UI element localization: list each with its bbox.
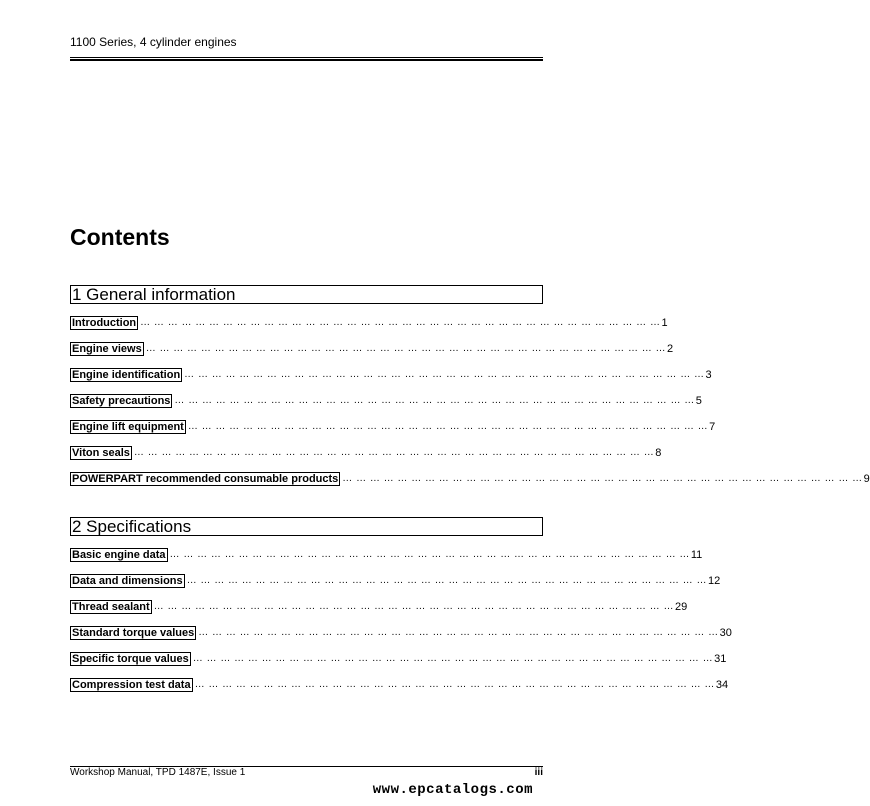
toc-entry-viton-seals[interactable] (70, 440, 662, 466)
toc-entry-basic-engine-data[interactable] (70, 542, 703, 568)
toc-leader: … … … … … … … … … … … … … … … … … … … … … … … … … … … … … … … … … … … … … … (174, 395, 695, 406)
toc-link[interactable]: POWERPART recommended consumable products (72, 473, 339, 485)
toc-page-number: 12 (707, 575, 721, 587)
toc-page-number: 5 (695, 395, 702, 407)
toc-page-number: 30 (719, 627, 732, 639)
toc-page-number: 2 (667, 343, 674, 355)
running-header: 1100 Series, 4 cylinder engines (70, 35, 237, 49)
toc-leader: … … … … … … … … … … … … … … … … … … … … … … … … … … … … … … … … … … … … … … (194, 679, 715, 690)
toc-entry-compression-test-data[interactable] (70, 672, 729, 698)
watermark: www.epcatalogs.com (372, 782, 533, 798)
toc-entry-data-and-dimensions[interactable] (70, 568, 721, 594)
toc-page-number: 9 (863, 473, 870, 485)
header-rule (70, 57, 543, 61)
toc-entry-engine-lift-equipment[interactable] (70, 414, 716, 440)
toc-leader: … … … … … … … … … … … … … … … … … … … … … … … … … … … … … … … … … … … … … … (186, 575, 707, 586)
toc-link[interactable]: Introduction (72, 317, 137, 329)
toc-link[interactable]: Specific torque values (72, 653, 189, 665)
toc-entry-introduction[interactable] (70, 310, 668, 336)
toc-entry-safety-precautions[interactable] (70, 388, 702, 414)
toc-page-number: 31 (714, 653, 727, 665)
toc-link[interactable]: Basic engine data (72, 549, 166, 561)
toc-section-general-information (70, 285, 870, 492)
toc-link[interactable]: Data and dimensions (72, 575, 183, 587)
section-heading: 2 Specifications (70, 517, 543, 536)
toc-entry-powerpart-products[interactable] (70, 466, 870, 492)
toc-page-number: 3 (705, 369, 712, 381)
toc-link[interactable]: Compression test data (72, 679, 191, 691)
toc-entry-standard-torque-values[interactable] (70, 620, 732, 646)
section-heading: 1 General information (70, 285, 543, 304)
toc-leader: … … … … … … … … … … … … … … … … … … … … … … … … … … … … … … … … … … … … … … (184, 369, 705, 380)
toc-leader: … … … … … … … … … … … … … … … … … … … … … … … … … … … … … … … … … … … … … … (342, 473, 863, 484)
toc-link[interactable]: Thread sealant (72, 601, 150, 613)
footer-document-info: Workshop Manual, TPD 1487E, Issue 1 (70, 767, 246, 778)
toc-section-specifications (70, 517, 732, 698)
toc-page-number: 7 (709, 421, 716, 433)
toc-leader: … … … … … … … … … … … … … … … … … … … … … … … … … … … … … … … … … … … … … … (133, 447, 655, 458)
toc-entry-specific-torque-values[interactable] (70, 646, 727, 672)
toc-link[interactable]: Standard torque values (72, 627, 195, 639)
toc-entry-engine-views[interactable] (70, 336, 674, 362)
toc-leader: … … … … … … … … … … … … … … … … … … … … … … … … … … … … … … … … … … … … … … (153, 601, 674, 612)
toc-page-number: 34 (715, 679, 729, 691)
toc-leader: … … … … … … … … … … … … … … … … … … … … … … … … … … … … … … … … … … … … … … (198, 627, 719, 638)
footer-page-number: iii (534, 767, 543, 778)
toc-page-number: 11 (690, 549, 703, 561)
toc-link[interactable]: Safety precautions (72, 395, 171, 407)
toc-link[interactable]: Viton seals (72, 447, 130, 459)
toc-page-number: 29 (674, 601, 688, 613)
toc-entry-engine-identification[interactable] (70, 362, 712, 388)
toc-leader: … … … … … … … … … … … … … … … … … … … … … … … … … … … … … … … … … … … … … … (169, 549, 690, 560)
toc-link[interactable]: Engine views (72, 343, 142, 355)
toc-leader: … … … … … … … … … … … … … … … … … … … … … … … … … … … … … … … … … … … … … … (145, 343, 667, 354)
toc-page-number: 8 (655, 447, 662, 459)
toc-link[interactable]: Engine identification (72, 369, 181, 381)
toc-leader: … … … … … … … … … … … … … … … … … … … … … … … … … … … … … … … … … … … … … … (192, 653, 714, 664)
toc-leader: … … … … … … … … … … … … … … … … … … … … … … … … … … … … … … … … … … … … … … (140, 317, 661, 328)
page-title: Contents (70, 224, 170, 250)
toc-page-number: 1 (661, 317, 668, 329)
toc-leader: … … … … … … … … … … … … … … … … … … … … … … … … … … … … … … … … … … … … … … (187, 421, 709, 432)
toc-entry-thread-sealant[interactable] (70, 594, 688, 620)
toc-link[interactable]: Engine lift equipment (72, 421, 184, 433)
